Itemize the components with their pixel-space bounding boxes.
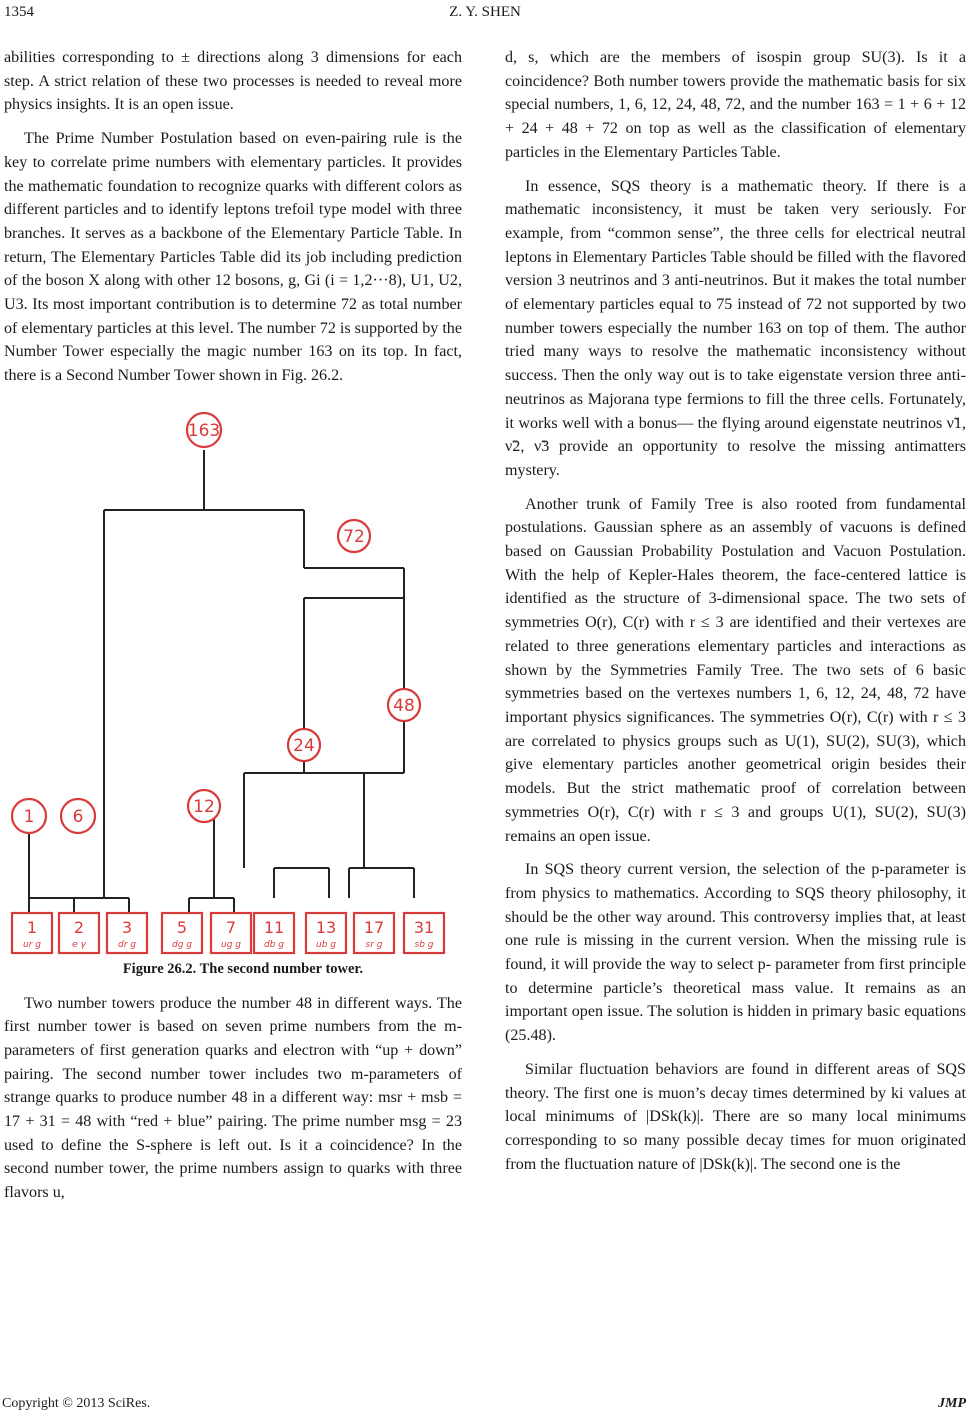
page-number: 1354 <box>4 4 34 20</box>
tower-node-label: 12 <box>193 796 215 817</box>
tower-node-label: 72 <box>343 526 365 547</box>
particle-box-label: ug g <box>221 939 241 950</box>
particle-box-label: db g <box>264 939 284 950</box>
particle-box-label: ub g <box>316 939 336 950</box>
particle-box-number: 7 <box>225 917 237 937</box>
figure-caption: Figure 26.2. The second number tower. <box>122 960 364 977</box>
right-paragraph-1: d, s, which are the members of isospin group SU(3). Is it a coincidence? Both number towers provide the mathematic basis for six special numbers, 1, 6, 12, 24, 48, 72, and the number 163 = 1 + 6 + 12 + 24 + 48 + 72 on top as well as the classification of elementary particles in the Elementary Particles Table. <box>505 49 966 161</box>
tower-node-label: 24 <box>293 735 315 756</box>
right-column <box>505 46 966 1186</box>
copyright-notice: Copyright © 2013 SciRes. <box>2 1396 151 1411</box>
page-header <box>0 0 970 28</box>
particle-box-label: sr g <box>365 939 383 950</box>
left-paragraph-1: abilities corresponding to ± directions along 3 dimensions for each step. A strict relation of these two processes is needed to reveal more physics insights. It is an open issue. <box>4 49 462 114</box>
particle-box-label: e γ <box>72 939 86 950</box>
right-paragraph-3: Another trunk of Family Tree is also rooted from fundamental postulations. Gaussian sphere as an assembly of vacuons is defined based on Gaussian Probability Postulation and Vacuon Postulation. With the help of Kepler-Hales theorem, the face-centered lattice is identified as the structure of 3-dimensional space. The two sets of symmetries O(r), C(r) with r ≤ 3 are identified and their vertexes are related to three generations elementary particles and interactions as shown by the Symmetries Family Tree. The two sets of 6 basic symmetries based on the vertexes numbers 1, 6, 12, 24, 48, 72 have important physics significances. The symmetries O(r), C(r) with r ≤ 3 are correlated to physics groups such as U(1), SU(2), SU(3), which give elementary particles another geometrical origin besides their models. But the strict mathematic proof of correlation between symmetries O(r), C(r) with r ≤ 3 and groups U(1), SU(2), SU(3) remains an open issue. <box>505 495 966 845</box>
tower-node-label: 48 <box>393 695 415 716</box>
particle-box-number: 31 <box>413 917 435 937</box>
tower-node-label: 1 <box>23 806 35 827</box>
particle-box-number: 5 <box>176 917 188 937</box>
right-paragraph-2: In essence, SQS theory is a mathematic theory. If there is a mathematic inconsistency, it must be taken very seriously. For example, from “common sense”, the three cells for electrical neutral leptons in Elementary Particles Table should be filled with the flavored version 3 neutrinos and 3 anti-neutrinos. But it makes the total number of elementary particles equal to 75 instead of 72 not supported by two number towers especially the number 163 on top of them. The author tried many ways to resolve the mathematic inconsistency without success. Then the only way out is to take eigenstate version three anti-neutrinos as Majorana type fermions to fill the three cells. Fortunately, it works well with a bonus— the flying around eigenstate neutrinos ν̃1, ν̃2, ν̃3 provide an opportunity to resolve the missing antimatters mystery. <box>505 177 966 479</box>
particle-box-number: 11 <box>263 917 285 937</box>
right-paragraph-4: In SQS theory current version, the selection of the p-parameter is from physics to mathematics. According to SQS theory philosophy, it should be the other way around. This controversy implies that, at least one rule is missing in the current version. When the missing rule is found, it will provide the way to select p- parameter from first principle to determine particle’s theoretical mass value. It remains as an important open issue. The solution is hidden in primary basic equations (25.48). <box>505 861 966 1045</box>
left-column <box>4 46 462 1215</box>
particle-box-number: 3 <box>121 917 133 937</box>
left-paragraph-2: The Prime Number Postulation based on even-pairing rule is the key to correlate prime numbers with elementary particles. It provides the mathematic foundation to recognize quarks with different colors as different particles and to identify leptons trefoil type model with three branches. It serves as a backbone of the Elementary Particle Table. In return, The Elementary Particles Table did its job including prediction of the boson X along with other 12 bosons, g, Gi (i = 1,2···8), U1, U2, U3. Its most important contribution is to determine 72 as total number of elementary particles at this level. The number 72 is supported by the Number Tower especially the magic number 163 on its top. In fact, there is a Second Number Tower shown in Fig. 26.2. <box>4 130 462 385</box>
particle-box-number: 1 <box>26 917 38 937</box>
left-paragraph-3: Two number towers produce the number 48 in different ways. The first number tower is based on seven prime numbers from the m-parameters of first generation quarks and electron with “up + down” pairing. The second number tower includes two m-parameters of strange quarks to produce number 48 in a different way: msr + msb = 17 + 31 = 48 with “red + blue” pairing. The prime number msg = 23 used to define the S-sphere is left out. Is it a coincidence? In the second number tower, the prime numbers assign to quarks with three flavors u, <box>4 994 462 1202</box>
particle-box-label: sb g <box>414 939 434 950</box>
number-tower-diagram <box>4 398 462 958</box>
tower-node-label: 6 <box>72 806 84 827</box>
particle-box-number: 17 <box>363 917 385 937</box>
particle-box-number: 2 <box>73 917 85 937</box>
tower-node-label: 163 <box>187 420 221 441</box>
particle-box-label: ur g <box>23 939 41 950</box>
running-author: Z. Y. SHEN <box>449 4 521 20</box>
particle-box-label: dr g <box>118 939 136 950</box>
right-paragraph-5: Similar fluctuation behaviors are found in different areas of SQS theory. The first one is muon’s decay times determined by ki values at local minimums of |DSk(k)|. There are so many local minimums corresponding to so many possible decay times for muon originated from the fluctuation nature of |DSk(k)|. The second one is the <box>505 1060 966 1173</box>
particle-box-label: dg g <box>172 939 192 950</box>
particle-box-number: 13 <box>315 917 337 937</box>
journal-abbrev: JMP <box>938 1396 966 1411</box>
second-number-tower-figure <box>4 398 462 958</box>
